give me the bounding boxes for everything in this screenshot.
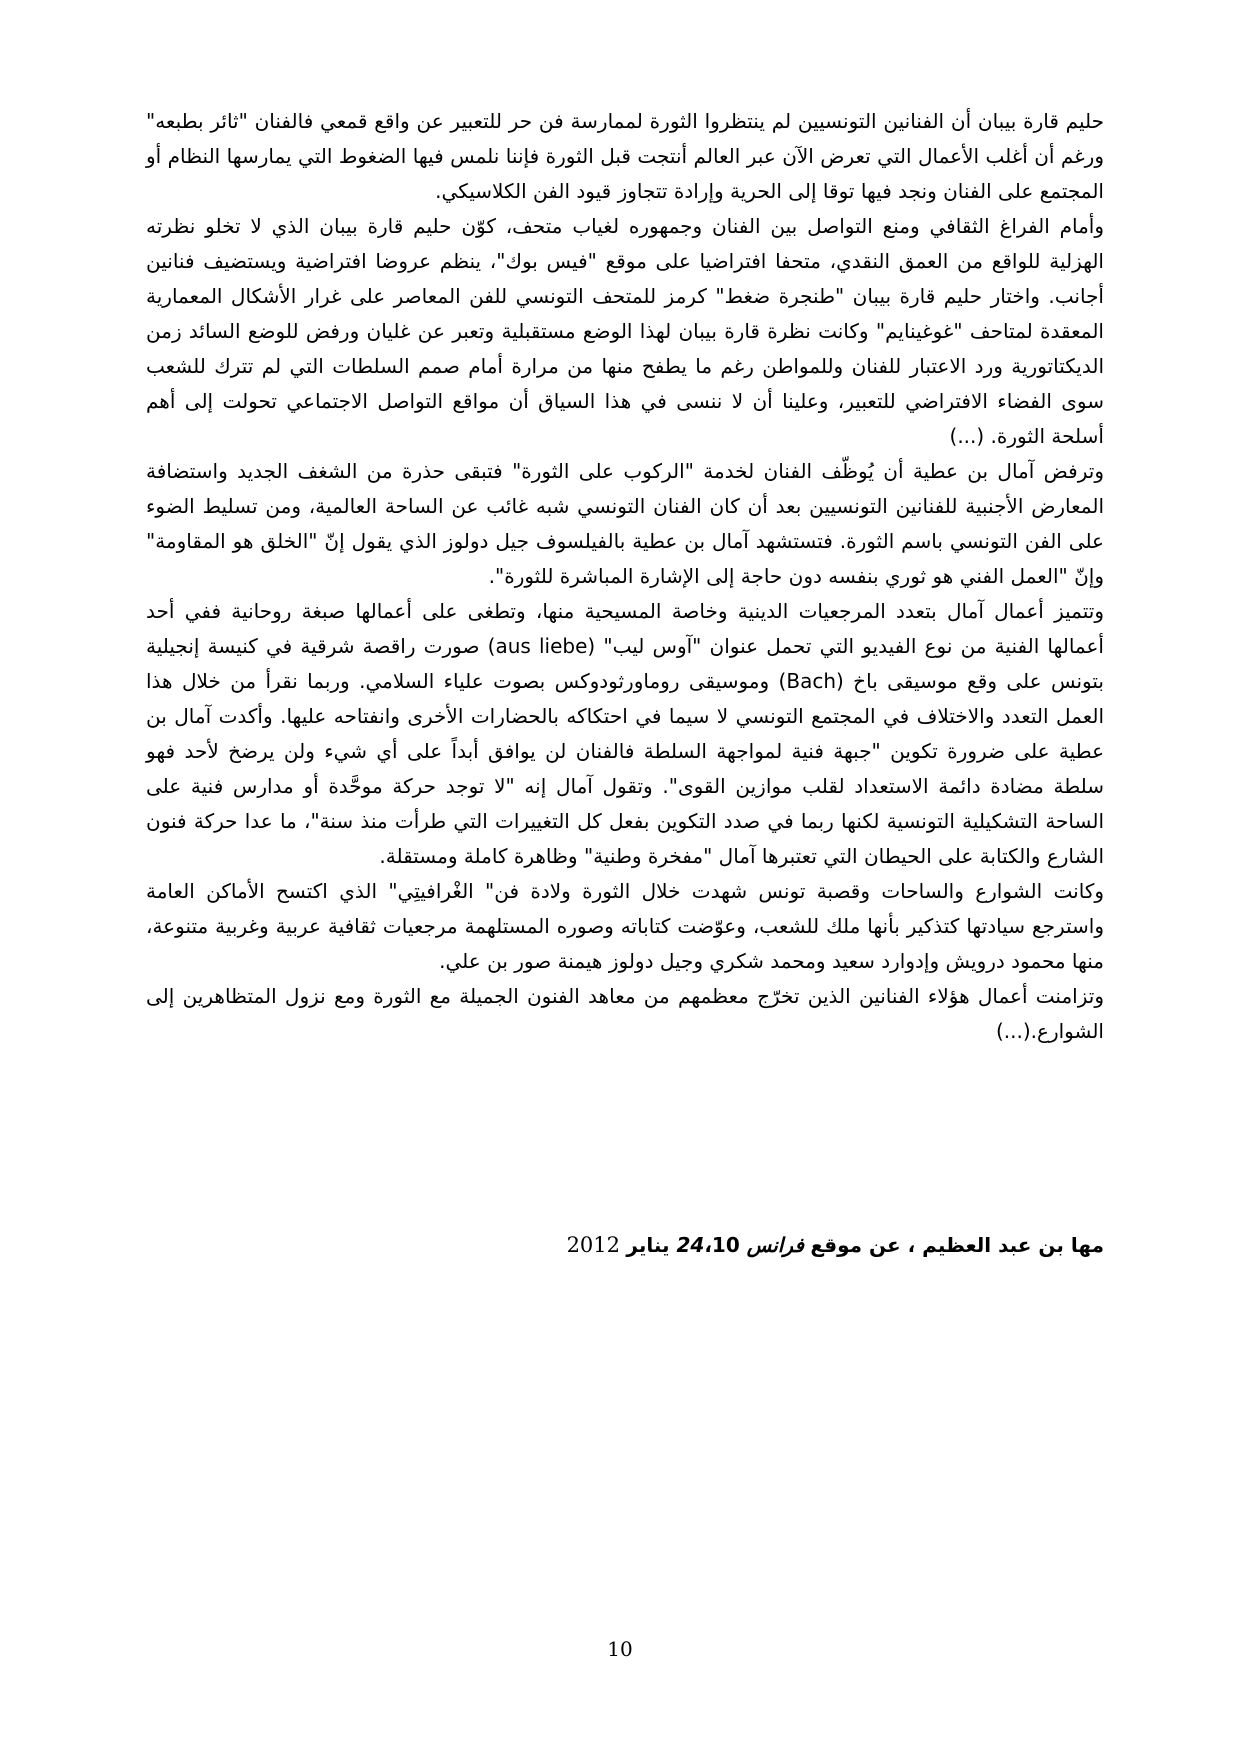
signature-year: 2012 <box>566 1233 621 1257</box>
paragraph-5: وكانت الشوارع والساحات وقصبة تونس شهدت خلال الثورة ولادة فن" الغْرافيتِي" الذي اكتسح الأماكن العامة واسترجع سيادتها كتذكير بأنها ملك للشعب، وعوّضت كتاباته وصوره المستلهمة مرجعيات ثقافية عربية وغربية متنوعة، منها محمود درويش وإدوارد سعيد ومحمد شكري وجيل دولوز هيمنة صور بن علي. <box>146 879 1104 973</box>
paragraph-6: وتزامنت أعمال هؤلاء الفنانين الذين تخرّج معظمهم من معاهد الفنون الجميلة مع الثورة ومع نزول المتظاهرين إلى الشوارع.(...) <box>146 984 1104 1043</box>
signature-author: مها بن عبد العظيم ، عن موقع <box>810 1233 1104 1257</box>
article-signature <box>146 1229 1104 1261</box>
paragraph-1: حليم قارة بيبان أن الفنانين التونسيين لم ينتظروا الثورة لممارسة فن حر للتعبير عن واقع قمعي فالفنان "ثائر بطبعه" ورغم أن أغلب الأعمال التي تعرض الآن عبر العالم أنتجت قبل الثورة فإننا نلمس فيها الضغوط التي يمارسها النظام أو المجتمع على الفنان ونجد فيها توقا إلى الحرية وإرادة تتجاوز قيود الفن الكلاسيكي. <box>146 109 1104 203</box>
signature-date: ،10 يناير <box>626 1233 740 1257</box>
signature-site: فرانس 24 <box>676 1233 804 1257</box>
page-number: 10 <box>607 1637 633 1661</box>
article-body <box>146 104 1104 1049</box>
paragraph-3: وترفض آمال بن عطية أن يُوظّف الفنان لخدمة "الركوب على الثورة" فتبقى حذرة من الشغف الجديد واستضافة المعارض الأجنبية للفنانين التونسيين بعد أن كان الفنان التونسي شبه غائب عن الساحة العالمية، ومن تسليط الضوء على الفن التونسي باسم الثورة. فتستشهد آمال بن عطية بالفيلسوف جيل دولوز الذي يقول إنّ "الخلق هو المقاومة" وإنّ "العمل الفني هو ثوري بنفسه دون حاجة إلى الإشارة المباشرة للثورة". <box>146 459 1104 588</box>
paragraph-2: وأمام الفراغ الثقافي ومنع التواصل بين الفنان وجمهوره لغياب متحف، كوّن حليم قارة بيبان الذي لا تخلو نظرته الهزلية للواقع من العمق النقدي، متحفا افتراضيا على موقع "فيس بوك"، ينظم عروضا افتراضية ويستضيف فنانين أجانب. واختار حليم قارة بيبان "طنجرة ضغط" كرمز للمتحف التونسي للفن المعاصر على غرار الأشكال المعمارية المعقدة لمتاحف "غوغينايم" وكانت نظرة قارة بيبان لهذا الوضع مستقبلية وتعبر عن غليان ورفض للوضع السائد زمن الديكتاتورية ورد الاعتبار للفنان وللمواطن رغم ما يطفح منها من مرارة أمام صمم السلطات التي لم تترك للشعب سوى الفضاء الافتراضي للتعبير، وعلينا أن لا ننسى في هذا السياق أن مواقع التواصل الاجتماعي تحولت إلى أهم أسلحة الثورة. (...) <box>146 214 1104 448</box>
paragraph-4: وتتميز أعمال آمال بتعدد المرجعيات الدينية وخاصة المسيحية منها، وتطغى على أعمالها صبغة روحانية ففي أحد أعمالها الفنية من نوع الفيديو التي تحمل عنوان "آوس ليب" (aus liebe) صورت راقصة شرقية في كنيسة إنجيلية بتونس على وقع موسيقى باخ (Bach) وموسيقى روماورثودوكس بصوت علياء السلامي. وربما نقرأ من خلال هذا العمل التعدد والاختلاف في المجتمع التونسي لا سيما في احتكاكه بالحضارات الأخرى وانفتاحه عليها. وأكدت آمال بن عطية على ضرورة تكوين "جبهة فنية لمواجهة السلطة فالفنان لن يوافق أبداً على أي شيء ولن يرضخ لأحد فهو سلطة مضادة دائمة الاستعداد لقلب موازين القوى". وتقول آمال إنه "لا توجد حركة موحَّدة أو مدارس فنية على الساحة التشكيلية التونسية لكنها ربما في صدد التكوين بفعل كل التغييرات التي طرأت منذ سنة"، ما عدا حركة فنون الشارع والكتابة على الحيطان التي تعتبرها آمال "مفخرة وطنية" وظاهرة كاملة ومستقلة. <box>146 599 1104 868</box>
